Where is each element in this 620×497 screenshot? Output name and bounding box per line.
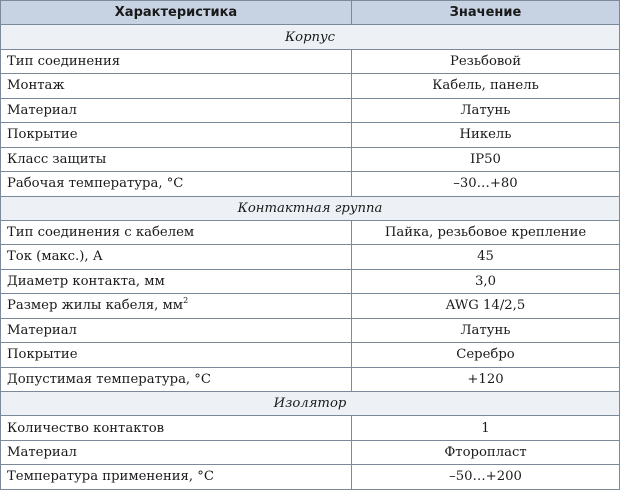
characteristic-cell bbox=[1, 465, 352, 489]
characteristic-label: Материал bbox=[7, 322, 77, 338]
value-cell: Фторопласт bbox=[352, 440, 620, 464]
characteristic-cell bbox=[1, 416, 352, 440]
value-cell: Кабель, панель bbox=[352, 74, 620, 98]
section-title: Корпус bbox=[1, 25, 620, 49]
table-row bbox=[1, 367, 620, 391]
header-value: Значение bbox=[352, 1, 620, 25]
table-row bbox=[1, 465, 620, 489]
characteristic-cell bbox=[1, 318, 352, 342]
characteristic-cell bbox=[1, 367, 352, 391]
characteristic-cell bbox=[1, 147, 352, 171]
value-cell: Серебро bbox=[352, 343, 620, 367]
characteristic-cell bbox=[1, 123, 352, 147]
value-cell: 1 bbox=[352, 416, 620, 440]
characteristic-label: Покрытие bbox=[7, 127, 78, 143]
characteristic-label: Тип соединения bbox=[7, 53, 121, 69]
characteristic-label: Класс защиты bbox=[7, 151, 107, 167]
characteristic-label: Температура применения, °С bbox=[7, 469, 214, 485]
characteristic-cell bbox=[1, 294, 352, 318]
table-row bbox=[1, 147, 620, 171]
characteristic-label: Количество контактов bbox=[7, 420, 165, 436]
table-row bbox=[1, 74, 620, 98]
value-cell: –30…+80 bbox=[352, 172, 620, 196]
characteristic-label: Ток (макс.), А bbox=[7, 249, 103, 265]
table-row bbox=[1, 123, 620, 147]
characteristic-cell bbox=[1, 440, 352, 464]
value-cell: 3,0 bbox=[352, 269, 620, 293]
characteristic-cell bbox=[1, 343, 352, 367]
characteristic-label: Размер жилы кабеля, мм bbox=[7, 298, 184, 314]
value-cell: IP50 bbox=[352, 147, 620, 171]
characteristic-label: Материал bbox=[7, 444, 77, 460]
spec-table-body bbox=[1, 25, 620, 489]
section-title: Контактная группа bbox=[1, 196, 620, 220]
section-row bbox=[1, 25, 620, 49]
characteristic-cell bbox=[1, 269, 352, 293]
characteristic-cell bbox=[1, 172, 352, 196]
table-row bbox=[1, 416, 620, 440]
table-row bbox=[1, 172, 620, 196]
value-cell: +120 bbox=[352, 367, 620, 391]
value-cell: AWG 14/2,5 bbox=[352, 294, 620, 318]
section-row bbox=[1, 392, 620, 416]
value-cell: –50…+200 bbox=[352, 465, 620, 489]
table-row bbox=[1, 49, 620, 73]
characteristic-cell bbox=[1, 220, 352, 244]
unit-superscript: 2 bbox=[183, 295, 189, 305]
table-row bbox=[1, 343, 620, 367]
value-cell: 45 bbox=[352, 245, 620, 269]
table-row bbox=[1, 318, 620, 342]
characteristic-cell bbox=[1, 74, 352, 98]
section-row bbox=[1, 196, 620, 220]
characteristic-label: Монтаж bbox=[7, 78, 65, 94]
characteristic-cell bbox=[1, 49, 352, 73]
value-cell: Латунь bbox=[352, 318, 620, 342]
table-row bbox=[1, 220, 620, 244]
characteristic-label: Допустимая температура, °С bbox=[7, 371, 211, 387]
characteristic-label: Материал bbox=[7, 102, 77, 118]
value-cell: Резьбовой bbox=[352, 49, 620, 73]
header-characteristic: Характеристика bbox=[1, 1, 352, 25]
characteristic-label: Покрытие bbox=[7, 347, 78, 363]
value-cell: Никель bbox=[352, 123, 620, 147]
characteristic-cell bbox=[1, 98, 352, 122]
characteristic-label: Диаметр контакта, мм bbox=[7, 273, 165, 289]
section-title: Изолятор bbox=[1, 392, 620, 416]
characteristic-label: Тип соединения с кабелем bbox=[7, 225, 195, 241]
table-row bbox=[1, 440, 620, 464]
table-row bbox=[1, 269, 620, 293]
characteristic-cell bbox=[1, 245, 352, 269]
value-cell: Пайка, резьбовое крепление bbox=[352, 220, 620, 244]
characteristic-label: Рабочая температура, °С bbox=[7, 176, 184, 192]
table-row bbox=[1, 98, 620, 122]
header-row bbox=[1, 1, 620, 25]
table-row bbox=[1, 294, 620, 318]
table-row bbox=[1, 245, 620, 269]
value-cell: Латунь bbox=[352, 98, 620, 122]
